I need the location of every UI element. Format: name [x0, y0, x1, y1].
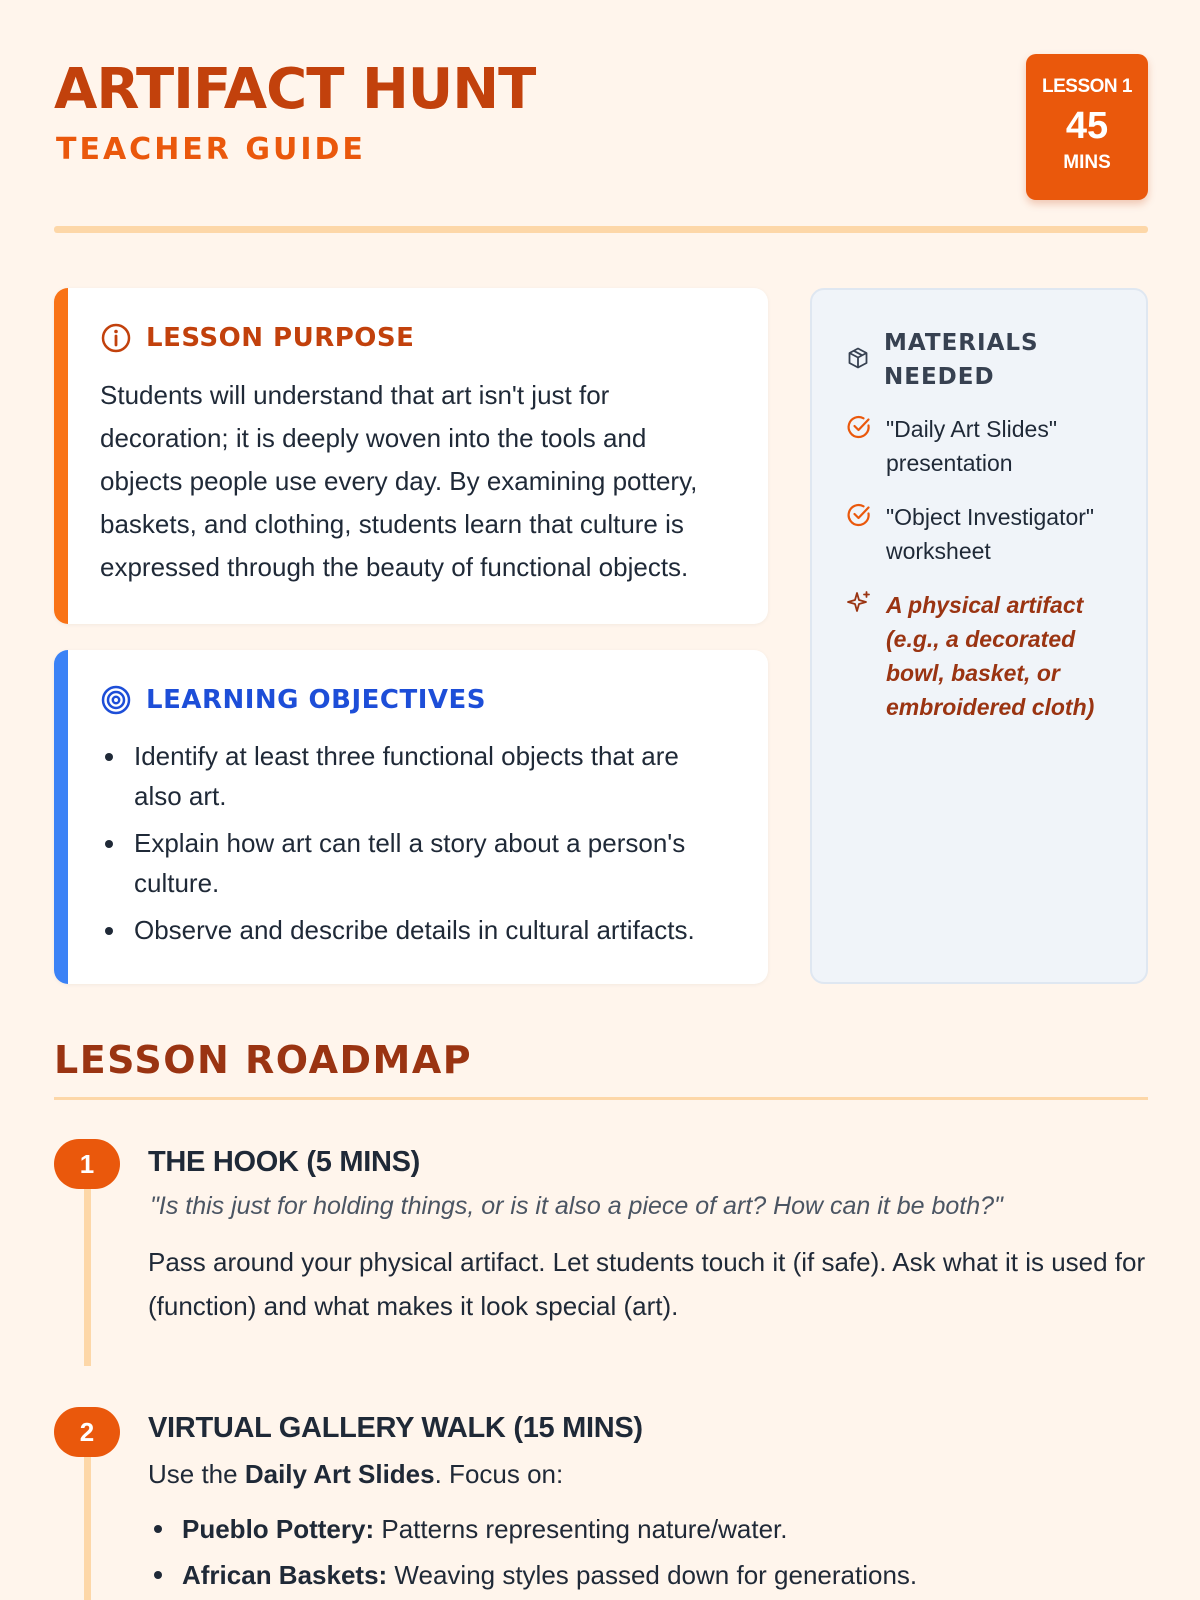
step-2-intro-prefix: Use the: [148, 1459, 245, 1489]
objectives-list: [100, 736, 730, 957]
objectives-accent-bar: [54, 650, 68, 984]
learning-objectives-card: [54, 650, 768, 984]
lesson-purpose-card: [54, 288, 768, 624]
objective-item: Observe and describe details in cultural artifacts.: [100, 910, 730, 950]
focus-item-text: Weaving styles passed down for generations.: [387, 1560, 918, 1590]
materials-panel: [810, 288, 1148, 984]
check-circle-icon: [846, 414, 872, 440]
objectives-heading-text: LEARNING OBJECTIVES: [146, 685, 487, 715]
step-1-timeline-line: [84, 1170, 91, 1366]
step-2-focus-list: [148, 1506, 1148, 1598]
objective-item: Identify at least three functional objects that are also art.: [100, 736, 730, 816]
material-item-text: "Object Investigator" worksheet: [886, 504, 1095, 564]
header-divider: [54, 226, 1148, 233]
lesson-badge: [1026, 54, 1148, 200]
step-1-title: THE HOOK (5 MINS): [148, 1146, 421, 1178]
focus-item-label: African Baskets:: [182, 1560, 388, 1590]
page-title: ARTIFACT HUNT: [54, 57, 536, 122]
badge-duration-unit: MINS: [1063, 152, 1111, 173]
badge-duration-number: 45: [1065, 105, 1109, 147]
materials-list: [846, 412, 1126, 744]
roadmap-heading: LESSON ROADMAP: [54, 1038, 473, 1082]
material-item: [846, 412, 1126, 480]
badge-lesson-label: LESSON 1: [1042, 76, 1132, 97]
target-icon: [100, 684, 132, 716]
focus-item: [148, 1552, 1148, 1598]
step-2-intro-suffix: . Focus on:: [434, 1459, 564, 1489]
step-2-number: 2: [54, 1407, 120, 1457]
material-item: [846, 500, 1126, 568]
purpose-text: Students will understand that art isn't just for decoration; it is deeply woven into the tools and objects people use every day. By examining pottery, baskets, and clothing, students learn that culture is expressed through the beauty of functional objects.: [100, 380, 698, 582]
step-2-intro: [148, 1452, 1148, 1496]
page-subtitle: TEACHER GUIDE: [56, 132, 366, 167]
purpose-accent-bar: [54, 288, 68, 624]
info-icon: [100, 322, 132, 354]
step-1-body: Pass around your physical artifact. Let students touch it (if safe). Ask what it is used for (function) and what makes it look special (art).: [148, 1247, 1146, 1321]
objectives-heading: [100, 684, 486, 716]
objective-item: Explain how art can tell a story about a person's culture.: [100, 823, 730, 903]
step-1-number: 1: [54, 1139, 120, 1189]
step-2-title: VIRTUAL GALLERY WALK (15 MINS): [148, 1412, 643, 1444]
box-icon: [846, 346, 870, 370]
materials-heading-text: MATERIALS NEEDED: [884, 330, 1039, 390]
material-item-text: A physical artifact (e.g., a decorated bowl, basket, or embroidered cloth): [886, 592, 1095, 720]
material-item-text: "Daily Art Slides" presentation: [886, 416, 1057, 476]
sparkle-icon: [846, 590, 872, 616]
material-item-highlight: [846, 588, 1126, 724]
purpose-heading: [100, 322, 414, 354]
step-2-intro-bold: Daily Art Slides: [244, 1459, 435, 1489]
check-circle-icon: [846, 502, 872, 528]
step-2-timeline-line: [84, 1436, 91, 1600]
materials-heading: [846, 326, 1084, 394]
roadmap-divider: [54, 1097, 1148, 1100]
purpose-heading-text: LESSON PURPOSE: [146, 323, 415, 353]
page-header: [54, 56, 1148, 236]
step-1-quote: "Is this just for holding things, or is it also a piece of art? How can it be both?": [150, 1192, 1003, 1220]
focus-item-text: Patterns representing nature/water.: [374, 1514, 788, 1544]
focus-item-label: Pueblo Pottery:: [182, 1514, 375, 1544]
focus-item: [148, 1506, 1148, 1552]
